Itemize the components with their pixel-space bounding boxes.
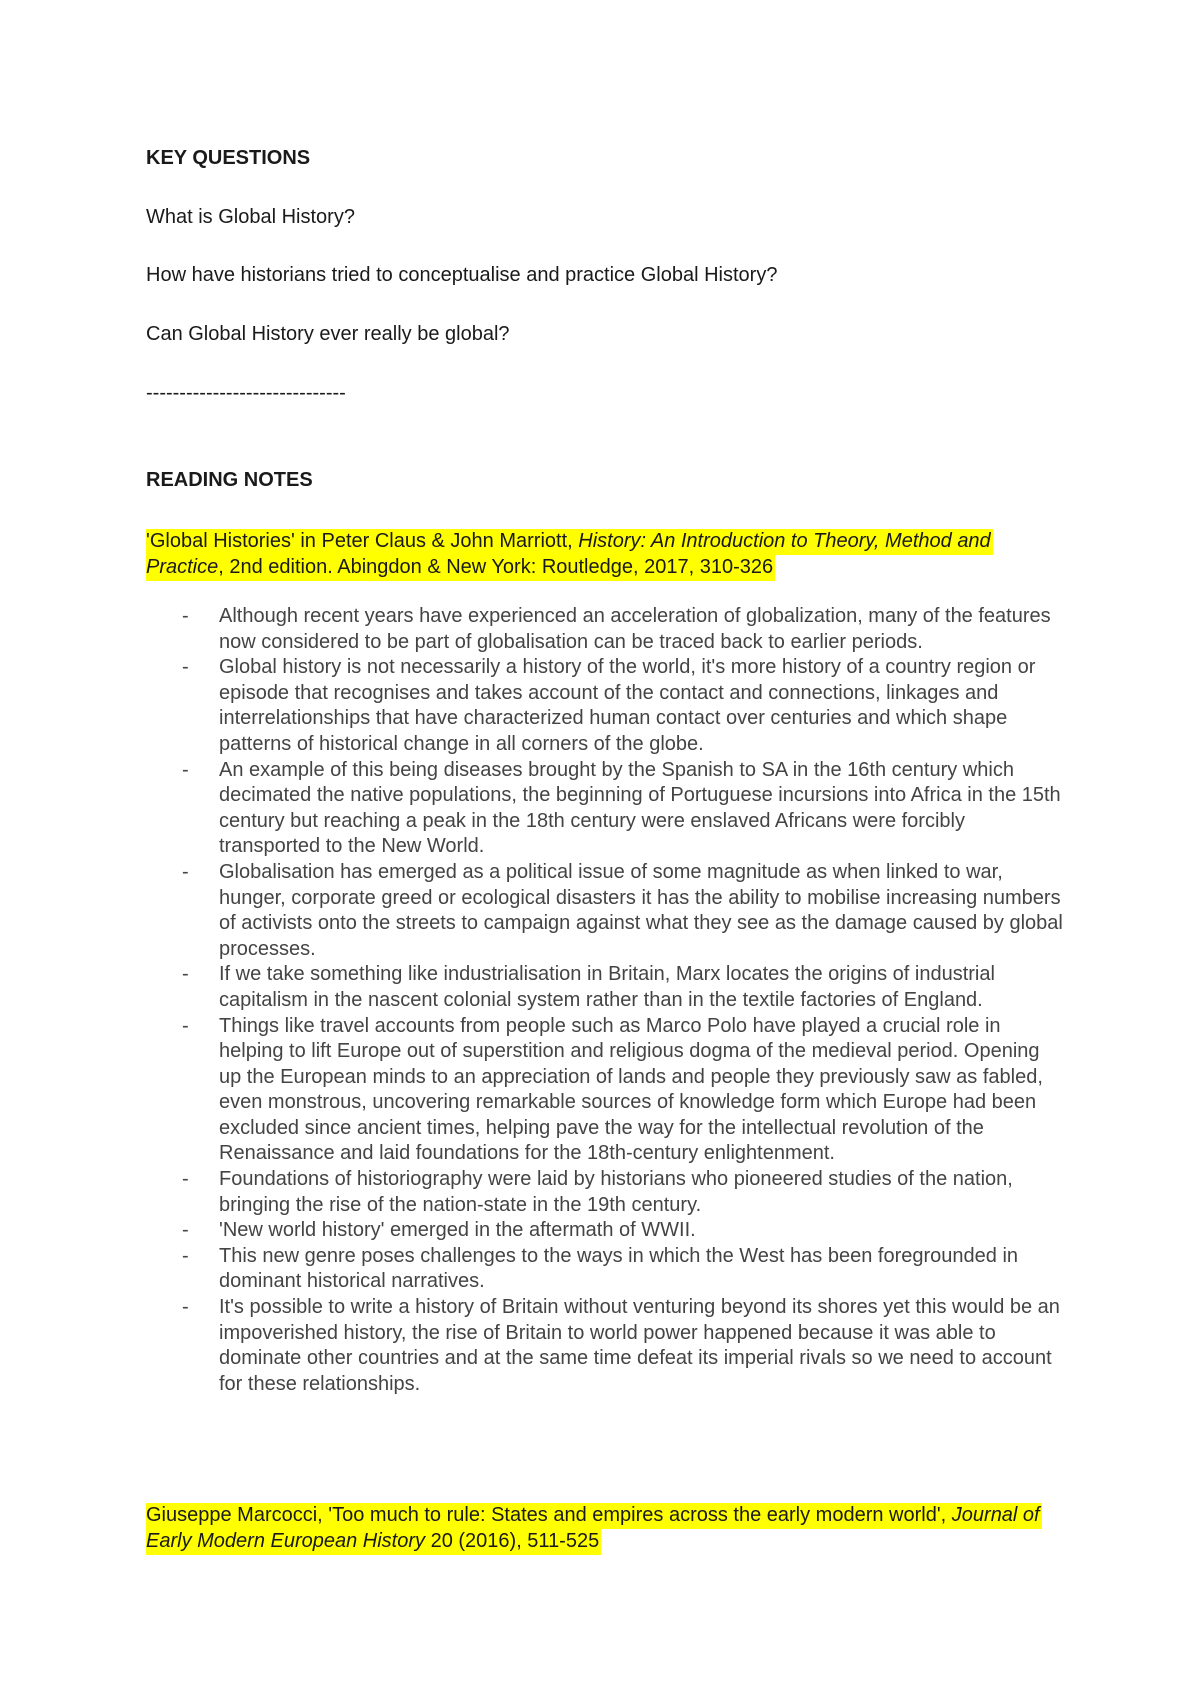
citation-marcocci [146, 1502, 1066, 1554]
note-text: Although recent years have experienced an acceleration of globalization, many of the features now considered to be part of globalisation can be traced back to earlier periods. [219, 605, 1051, 653]
note-text: Things like travel accounts from people such as Marco Polo have played a crucial role in helping to lift Europe out of superstition and religious dogma of the medieval period. Opening up the European minds to an appreciation of lands and people they previously saw as fabled, even monstrous, uncovering remarkable sources of knowledge form which Europe had been excluded since ancient times, helping pave the way for the intellectual revolution of the Renaissance and laid foundations for the 18th-century enlightenment. [219, 1014, 1043, 1165]
citation-prefix: Giuseppe Marcocci, 'Too much to rule: States and empires across the early modern world', [146, 1504, 952, 1526]
list-item [146, 860, 1066, 962]
question-2: How have historians tried to conceptualise and practice Global History? [146, 264, 778, 286]
list-item [146, 655, 1066, 757]
key-questions-heading: KEY QUESTIONS [146, 147, 311, 169]
bullet-dash: - [182, 656, 189, 679]
list-item [146, 1014, 1066, 1168]
list-item [146, 1218, 1066, 1244]
question-3: Can Global History ever really be global? [146, 323, 510, 345]
reading-notes-heading: READING NOTES [146, 469, 313, 491]
note-text: Globalisation has emerged as a political issue of some magnitude as when linked to war, hunger, corporate greed or ecological disasters it has the ability to mobilise increasing numbers of activists onto the streets to campaign against what they see as the damage caused by global processes. [219, 860, 1063, 960]
separator-line: ------------------------------ [146, 382, 346, 404]
note-text: 'New world history' emerged in the aftermath of WWII. [219, 1219, 696, 1242]
list-item [146, 1167, 1066, 1218]
note-text: An example of this being diseases brought by the Spanish to SA in the 16th century which decimated the native populations, the beginning of Portuguese incursions into Africa in the 15th century but reaching a peak in the 18th century were enslaved Africans were forcibly transported to the New World. [219, 758, 1061, 858]
list-item [146, 758, 1066, 860]
bullet-dash: - [182, 963, 189, 986]
note-text: Foundations of historiography were laid by historians who pioneered studies of the nation, bringing the rise of the nation-state in the 19th century. [219, 1168, 1013, 1216]
bullet-dash: - [182, 1219, 189, 1242]
citation-highlight [146, 1503, 1042, 1555]
note-text: This new genre poses challenges to the ways in which the West has been foregrounded in dominant historical narratives. [219, 1244, 1019, 1293]
bullet-dash: - [182, 758, 189, 781]
bullet-dash: - [182, 1244, 189, 1267]
citation-book-title: History: An Introduction to Theory, Method and Practice [146, 530, 991, 578]
bullet-dash: - [182, 1168, 189, 1191]
citation-highlight [146, 529, 993, 581]
citation-suffix: 20 (2016), 511-525 [425, 1530, 600, 1552]
list-item [146, 1295, 1066, 1397]
bullet-dash: - [182, 605, 189, 627]
note-text: It's possible to write a history of Britain without venturing beyond its shores yet this would be an impoverished history, the rise of Britain to world power happened because it was able to dominate other countries and at the same time defeat its imperial rivals so we need to account for these relationships. [219, 1296, 1060, 1395]
bullet-dash: - [182, 1296, 189, 1319]
citation-journal-title: Journal of Early Modern European History [146, 1504, 1040, 1552]
bullet-dash: - [182, 1014, 189, 1037]
note-text: Global history is not necessarily a history of the world, it's more history of a country region or episode that recognises and takes account of the contact and connections, linkages and interrelationships that have characterized human contact over centuries and which shape patterns of historical change in all corners of the globe. [219, 656, 1036, 755]
bullet-dash: - [182, 860, 189, 883]
list-item [146, 1244, 1066, 1295]
citation-suffix: , 2nd edition. Abingdon & New York: Routledge, 2017, 310-326 [218, 556, 774, 578]
list-item [146, 604, 1066, 655]
note-text: If we take something like industrialisation in Britain, Marx locates the origins of industrial capitalism in the nascent colonial system rather than in the textile factories of England. [219, 963, 995, 1011]
citation-claus-marriott [146, 528, 1066, 580]
reading-notes-list [146, 604, 1066, 1397]
question-1: What is Global History? [146, 206, 355, 228]
citation-prefix: 'Global Histories' in Peter Claus & John Marriott, [146, 530, 579, 552]
list-item [146, 962, 1066, 1013]
